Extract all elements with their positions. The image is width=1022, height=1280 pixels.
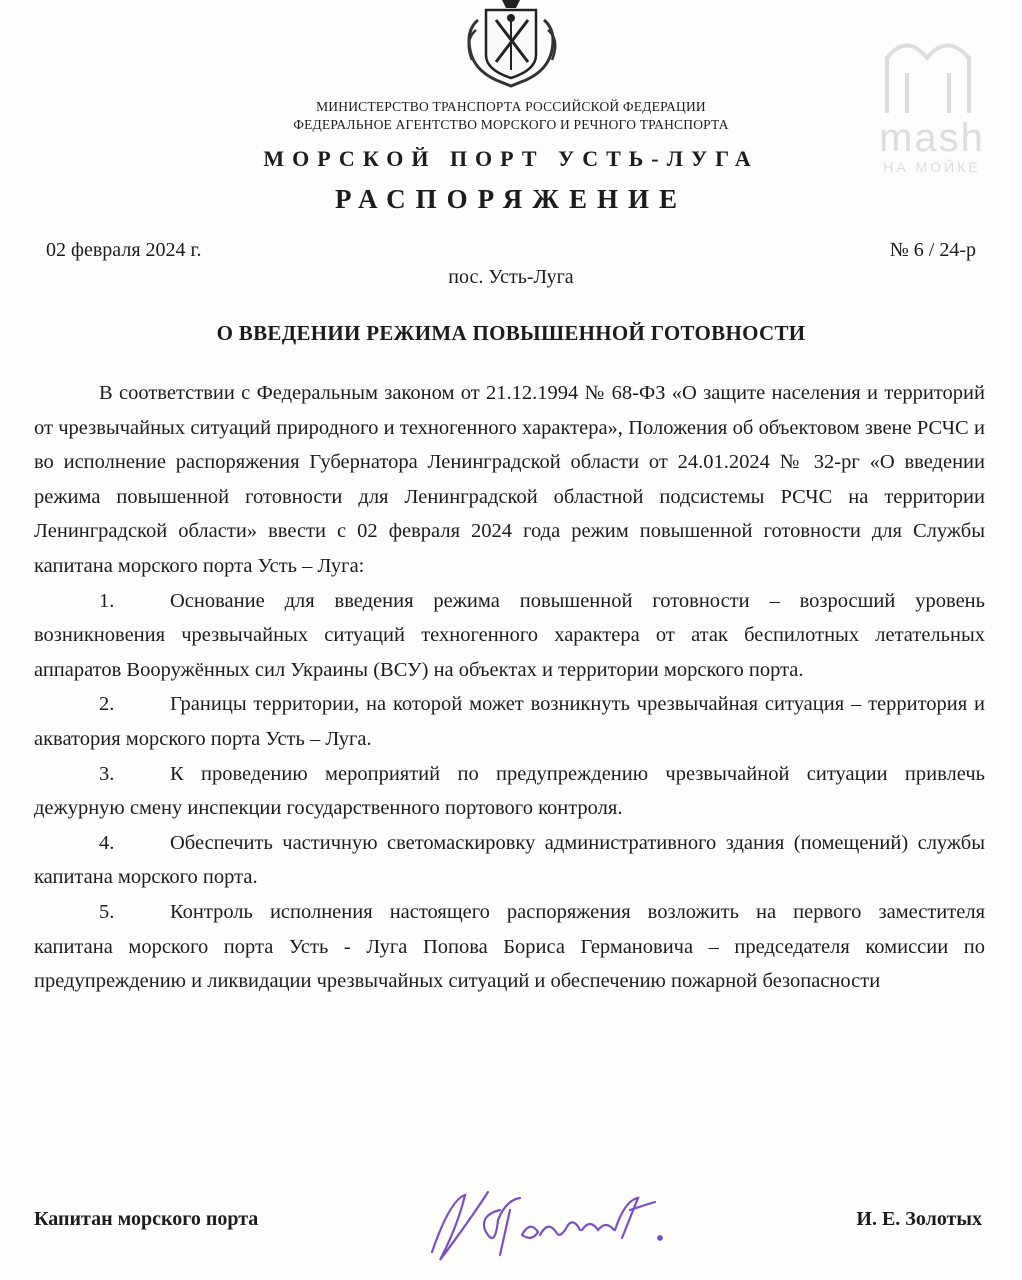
document-body: [34, 376, 985, 999]
signatory-name: И. Е. Золотых: [856, 1208, 982, 1230]
list-item-text: Границы территории, на которой может возникнуть чрезвычайная ситуация – территория и акватория морского порта Усть – Луга.: [34, 693, 985, 750]
ministry-line-1: МИНИСТЕРСТВО ТРАНСПОРТА РОССИЙСКОЙ ФЕДЕРАЦИИ: [316, 99, 706, 114]
coat-of-arms-emblem: [456, 0, 566, 90]
document-title: О ВВЕДЕНИИ РЕЖИМА ПОВЫШЕННОЙ ГОТОВНОСТИ: [216, 321, 806, 345]
handwritten-signature: [410, 1180, 690, 1270]
list-item-text: Основание для введения режима повышенной готовности – возросший уровень возникновения чрезвычайных ситуаций техногенного характера от атак беспилотных летательных аппаратов Вооружённых сил Украины (ВСУ) на объектах и территории морского порта.: [34, 589, 985, 681]
list-item-number: 4.: [99, 831, 115, 854]
list-item: [34, 687, 985, 756]
list-item-number: 3.: [99, 762, 115, 785]
list-item: [34, 584, 985, 688]
list-item: [34, 757, 985, 826]
list-item-number: 2.: [99, 693, 115, 716]
intro-paragraph: В соответствии с Федеральным законом от 21.12.1994 № 68-ФЗ «О защите населения и территорий от чрезвычайных ситуаций природного и техногенного характера», Положения об объектовом звене РСЧС и во исполнение распоряжения Губернатора Ленинградской области от 24.01.2024 № 32-рг «О введении режима повышенной готовности для Ленинградской областной подсистемы РСЧС на территории Ленинградской области» ввести с 02 февраля 2024 года режим повышенной готовности для Службы капитана морского порта Усть – Луга:: [34, 382, 985, 577]
signatory-position: Капитан морского порта: [34, 1208, 259, 1230]
watermark-brand: mash: [879, 116, 985, 160]
ministry-line-2: ФЕДЕРАЛЬНОЕ АГЕНТСТВО МОРСКОГО И РЕЧНОГО ТРАНСПОРТА: [293, 117, 729, 132]
list-item: [34, 895, 985, 999]
document-date: 02 февраля 2024 г.: [46, 239, 202, 261]
list-item-text: К проведению мероприятий по предупреждению чрезвычайной ситуации привлечь дежурную смену инспекции государственного портового контроля.: [34, 762, 985, 820]
list-item-number: 5.: [99, 900, 115, 923]
list-item-text: Обеспечить частичную светомаскировку административного здания (помещений) службы капитана морского порта.: [34, 831, 985, 889]
document-type: РАСПОРЯЖЕНИЕ: [334, 184, 688, 214]
document-place: пос. Усть-Луга: [448, 266, 574, 288]
port-name: МОРСКОЙ ПОРТ УСТЬ-ЛУГА: [263, 146, 759, 171]
watermark-subtitle: НА МОЙКЕ: [883, 159, 981, 175]
list-item: [34, 826, 985, 895]
list-item-number: 1.: [99, 589, 115, 612]
document-number: № 6 / 24-р: [889, 239, 976, 261]
list-item-text: Контроль исполнения настоящего распоряжения возложить на первого заместителя капитана морского порта Усть - Луга Попова Бориса Германовича – председателя комиссии по предупреждению и ликвидации чрезвычайных ситуаций и обеспечению пожарной безопасности: [34, 900, 985, 993]
